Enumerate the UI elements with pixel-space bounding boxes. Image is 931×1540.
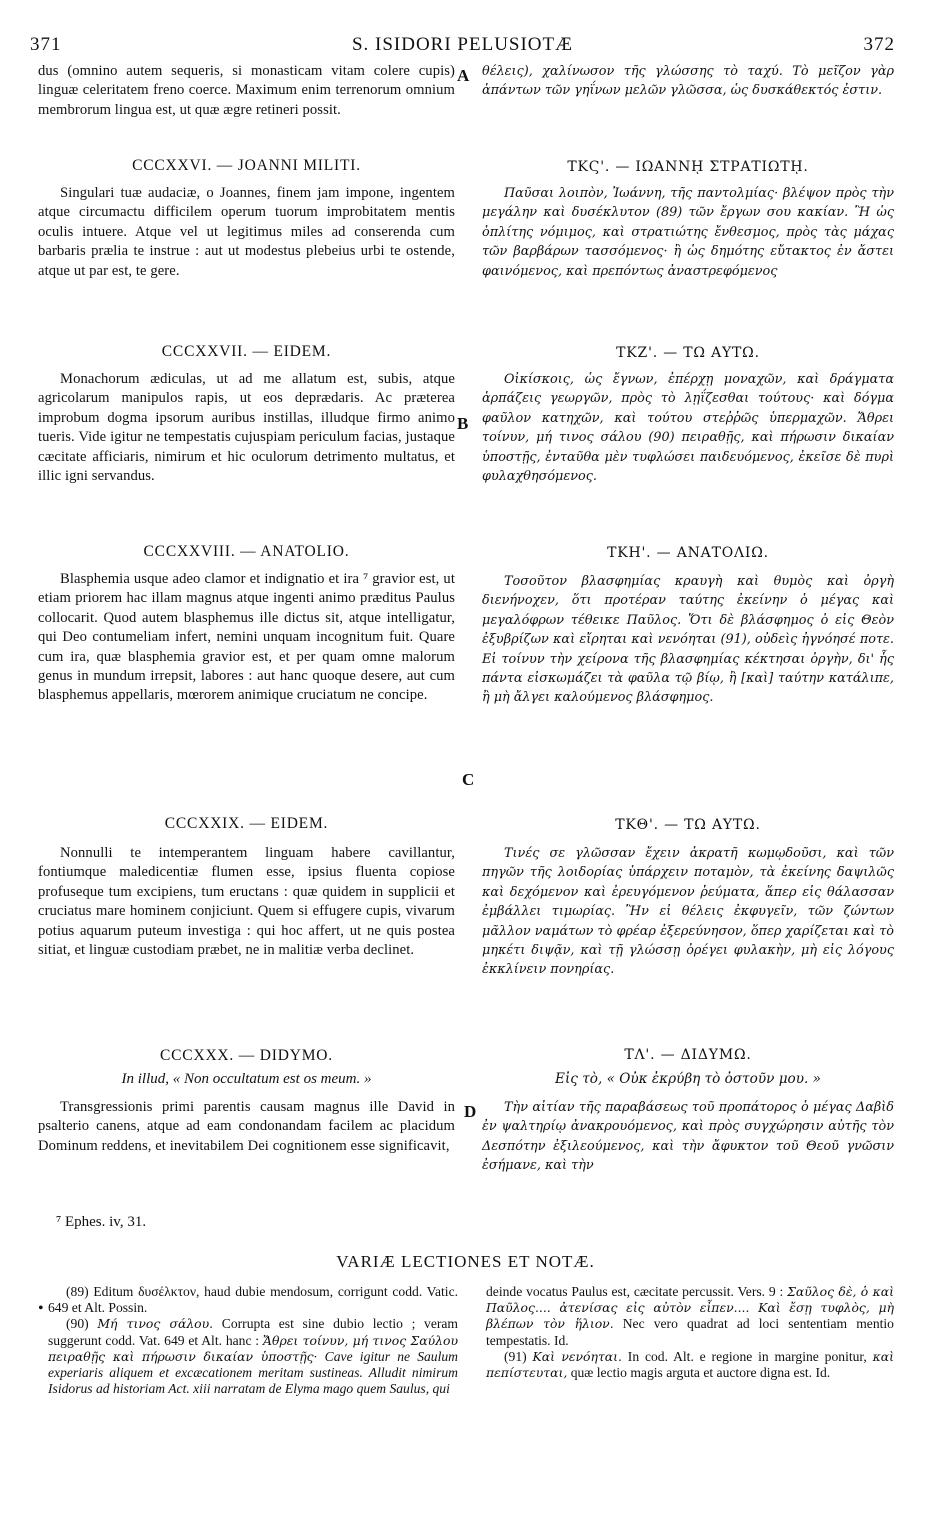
- latin-letter-326: Singulari tuæ audaciæ, o Joannes, finem jam impone, ingentem atque circumactu difficilem operum tuorum improbitatem mentis oculis intuere. Atque vel ut legitimus miles ad conserenda cum barbaris prælia te instrue : aut ut modestus plebeius urbi te ostende, atque ut par est, te gere.: [38, 185, 455, 279]
- note-90-text-b: Cave igitur ne Saulum experiaris aliquem et excæcationem meritam sustineas. Alludit nimirum Isidorus ad historiam Act. xiii narratam de Elyma mago quem Saulus, qui: [48, 1348, 458, 1397]
- margin-marker-a: A: [457, 66, 470, 85]
- note-90-lemma: Μή τινος σάλου.: [97, 1316, 214, 1332]
- note-91-text-b: quæ lectio magis arguta et auctore digna est. Id.: [567, 1365, 831, 1381]
- running-title: S. ISIDORI PELUSIOTÆ: [351, 34, 574, 55]
- margin-marker-d: D: [464, 1102, 477, 1121]
- note-91-greek: καὶ πεπίστευται,: [486, 1348, 894, 1381]
- note-91-text-a: In cod. Alt. e regione in margine ponitur,: [621, 1348, 873, 1364]
- latin-heading-330: CCCXXX. — DIDYMO.: [160, 1047, 333, 1064]
- notes-title: VARIÆ LECTIONES ET NOTÆ.: [336, 1252, 595, 1271]
- page-header: [30, 34, 895, 56]
- note-91-num: (91): [504, 1348, 533, 1364]
- greek-subheading-330: Εἰς τὸ, « Οὐκ ἐκρύβη τὸ ὀστοῦν μου. »: [555, 1071, 821, 1087]
- page-number-right: 372: [863, 34, 895, 55]
- note-91-lemma: Καὶ νενόηται.: [532, 1348, 622, 1364]
- note-90: [48, 1316, 458, 1397]
- latin-letter-329: Nonnulli te intemperantem linguam habere cavillantur, fontiumque maledicentiæ flumen esse, ipsius fluenta copiose profuseque tum excipiens, tum eructans : quæ quidem in supplicii et cruciatus mare hominem conjiciunt. Quem si effugere cupis, vivarum potius aquarum puteum investiga : qui hoc affert, ut ne quis postea sitiat, et linguæ custodiam præbet, ne in malitiæ verba declinet.: [38, 845, 455, 959]
- margin-marker-b: B: [457, 414, 469, 433]
- notes-right-column: [486, 1284, 894, 1381]
- note-90-cont-a: deinde vocatus Paulus est, cæcitate percussit. Vers. 9 :: [486, 1284, 788, 1299]
- note-90-text-a: Corrupta est sine dubio lectio ; veram suggerunt codd. Vat. 649 et Alt. hanc :: [48, 1316, 458, 1348]
- greek-intro: θέλεις), χαλίνωσον τῆς γλώσσης τὸ ταχύ. Τὸ μεῖζον γὰρ ἁπάντων τῶν γηΐνων μελῶν γλῶσσα, ὡς δυσκάθεκτός ἐστιν.: [482, 64, 894, 99]
- latin-heading-329: CCCXXIX. — EIDEM.: [164, 815, 329, 832]
- note-90-cont-greek: Σαῦλος δὲ, ὁ καὶ Παῦλος.... ἀτενίσας εἰς αὐτὸν εἶπεν.... Καὶ ἔσῃ τυφλὸς, μὴ βλέπων τὸν ἥλιον.: [486, 1284, 894, 1332]
- note-90-continued: [486, 1284, 894, 1349]
- latin-heading-328: CCCXXVIII. — ANATOLIO.: [143, 543, 350, 560]
- greek-letter-327: Οἰκίσκοις, ὡς ἔγνων, ἐπέρχῃ μοναχῶν, καὶ δράγματα ἁρπάζεις γεωργῶν, πρὸς τὸ λῃΐζεσθαι τούτους· καὶ δόγμα φαῦλον κατηχῶν, καὶ τούτου στεῤῥῶς ὑπερμαχῶν. Ἄθρει τοίνυν, μή τινος σάλου (90) πειραθῇς, καὶ πήρωσιν δικαίαν ὑποστῇς, ἐνταῦθα μὲν τυφλώσει παιδευόμενος, ἐκεῖσε δὲ πυρὶ φυλαχθησόμενος.: [482, 372, 894, 485]
- greek-heading-328: ΤΚΗ'. — ΑΝΑΤΟΛΙΩ.: [607, 545, 769, 561]
- notes-left-column: [48, 1284, 458, 1397]
- greek-heading-329: ΤΚΘ'. — ΤΩ ΑΥΤΩ.: [615, 817, 761, 833]
- page-number-left: 371: [30, 34, 62, 55]
- margin-bullet: •: [38, 1300, 44, 1317]
- note-91: [486, 1349, 894, 1381]
- latin-letter-330: Transgressionis primi parentis causam magnus ille David in psalterio canens, atque ad eam condonandam facilem ac placidum Dominum reddens, et inevitabilem Dei cognitionem esse significavit,: [38, 1099, 455, 1154]
- greek-letter-330: Τὴν αἰτίαν τῆς παραβάσεως τοῦ προπάτορος ὁ μέγας Δαβὶδ ἐν ψαλτηρίῳ ἀνακρουόμενος, καὶ πρὸς συγχώρησιν αὐτῆς τὸν Δεσπότην ἐξιλεούμενος, καὶ τὴν ἄφυκτον τοῦ Θεοῦ γνῶσιν ἐσήμανε, καὶ τὴν: [482, 1100, 894, 1174]
- latin-heading-326: CCCXXVI. — JOANNI MILITI.: [132, 157, 361, 174]
- greek-letter-329: Τινές σε γλῶσσαν ἔχειν ἀκρατῆ κωμῳδοῦσι, καὶ τῶν πηγῶν τῆς λοιδορίας ὑπάρχειν ποταμὸν, τὰ ἐκείνης δαψιλῶς καὶ δεχόμενον καὶ ἐρευγόμενον ῥεύματα, ἅπερ εἰς θάλασσαν ἐμβάλλει τιμωρίας. Ἢν εἰ θέλεις ἐκφυγεῖν, τῶν ζώντων μᾶλλον ναμάτων τὸ φρέαρ ἐξερεύνησον, ὅπερ χαρίζεται καὶ τὸ μηκέτι διψᾷν, καὶ τῇ γλώσσῃ ὀρέγει φυλακὴν, μὴ εἰς λόγους ἐκκλίνειν πονηρίας.: [482, 846, 894, 978]
- footnote: ⁷ Ephes. iv, 31.: [56, 1214, 147, 1230]
- greek-heading-327: ΤΚΖ'. — ΤΩ ΑΥΤΩ.: [616, 345, 760, 361]
- latin-intro: dus (omnino autem sequeris, si monasticam vitam colere cupis) linguæ celeritatem freno coerce. Maximum enim terrenorum omnium membrorum lingua est, ut quæ ægre retineri possit.: [38, 63, 455, 118]
- latin-heading-327: CCCXXVII. — EIDEM.: [161, 343, 332, 360]
- latin-subheading-330: In illud, « Non occultatum est os meum. »: [121, 1071, 372, 1087]
- greek-letter-328: Τοσοῦτον βλασφημίας κραυγὴ καὶ θυμὸς καὶ ὀργὴ διενήνοχεν, ὅτι προτέραν ταύτης ἐκείνην ὁ μέγας καὶ μεγαλόφρων τέθεικε Παῦλος. Ὅτι δὲ βλάσφημος ὁ εἰς Θεὸν ἐξυβρίζων καὶ εἴρηται καὶ νενόηται (91), οὐδεὶς ἠγνόησέ ποτε. Εἰ τοίνυν τὴν χείρονα τῆς βλασφημίας κέκτησαι ὀργὴν, δι' ἧς πάντα εἰσκωμάζει τὰ φαῦλα τῷ βίῳ, ἢ [καὶ] ταύτην κατάλιπε, ἢ μὴ ἄλγει καλούμενος βλάσφημος.: [482, 574, 894, 706]
- note-90-num: (90): [66, 1316, 98, 1332]
- greek-letter-326: Παῦσαι λοιπὸν, Ἰωάννη, τῆς παντολμίας· βλέψον πρὸς τὴν μεγάλην καὶ δυσέκλυτον (89) τῶν ἔργων σου κακίαν. Ἢ ὡς ὁπλίτης νόμιμος, καὶ στρατιώτης ἔνθεσμος, πρὸς τὰς μάχας τῶν βαρβάρων τασσόμενος· ἢ ὡς δημότης εὔτακτος ἐν ἄστει φαινόμενος, καὶ πρεπόντως ἀναστρεφόμενος: [482, 186, 894, 279]
- greek-heading-326: ΤΚϚ'. — ΙΩΑΝΝῌ ΣΤΡΑΤΙΩΤῌ.: [567, 159, 809, 175]
- note-89: (89) Editum δυσέλκτον, haud dubie mendosum, corrigunt codd. Vatic. 649 et Alt. Possin.: [48, 1284, 458, 1316]
- latin-letter-328: Blasphemia usque adeo clamor et indignatio et ira ⁷ gravior est, ut etiam priorem hac illam magnus atque ingenti animo præditus Paulus collocarit. Quod autem blasphemus ille dictus sit, atque intelligatur, qui Deo contumeliam infert, nemini unquam incognitum fuit. Quare cum ira, quæ blasphemia gravior est, et per quam omne malorum genus in mundum irrepsit, labores : aut hanc quoque desere, aut cum blasphemus appellaris, mœrorem animique cruciatum ne concipe.: [38, 571, 455, 704]
- note-90-cont-b: Nec vero quadrat ad loci sententiam mentio tempestatis. Id.: [486, 1316, 894, 1348]
- latin-letter-327: Monachorum ædiculas, ut ad me allatum est, subis, atque agricolarum manipulos rapis, ut eos deprædaris. Ac præterea improbum dogma ipsorum auribus instillas, illudque firmo animo tueris. Vide igitur ne tempestatis cujuspiam periculum facias, justaque cæcitate afficiaris, nimirum et hic oculorum detrimento multatus, et illic igni servandus.: [38, 371, 455, 485]
- note-90-greek-reading: Ἄθρει τοίνυν, μή τινος Σαύλου πειραθῇς καὶ πήρωσιν δικαίαν ὑποστῇς·: [48, 1332, 458, 1364]
- greek-heading-330: ΤΛ'. — ΔΙΔΥΜΩ.: [624, 1047, 752, 1063]
- margin-marker-c: C: [462, 770, 475, 789]
